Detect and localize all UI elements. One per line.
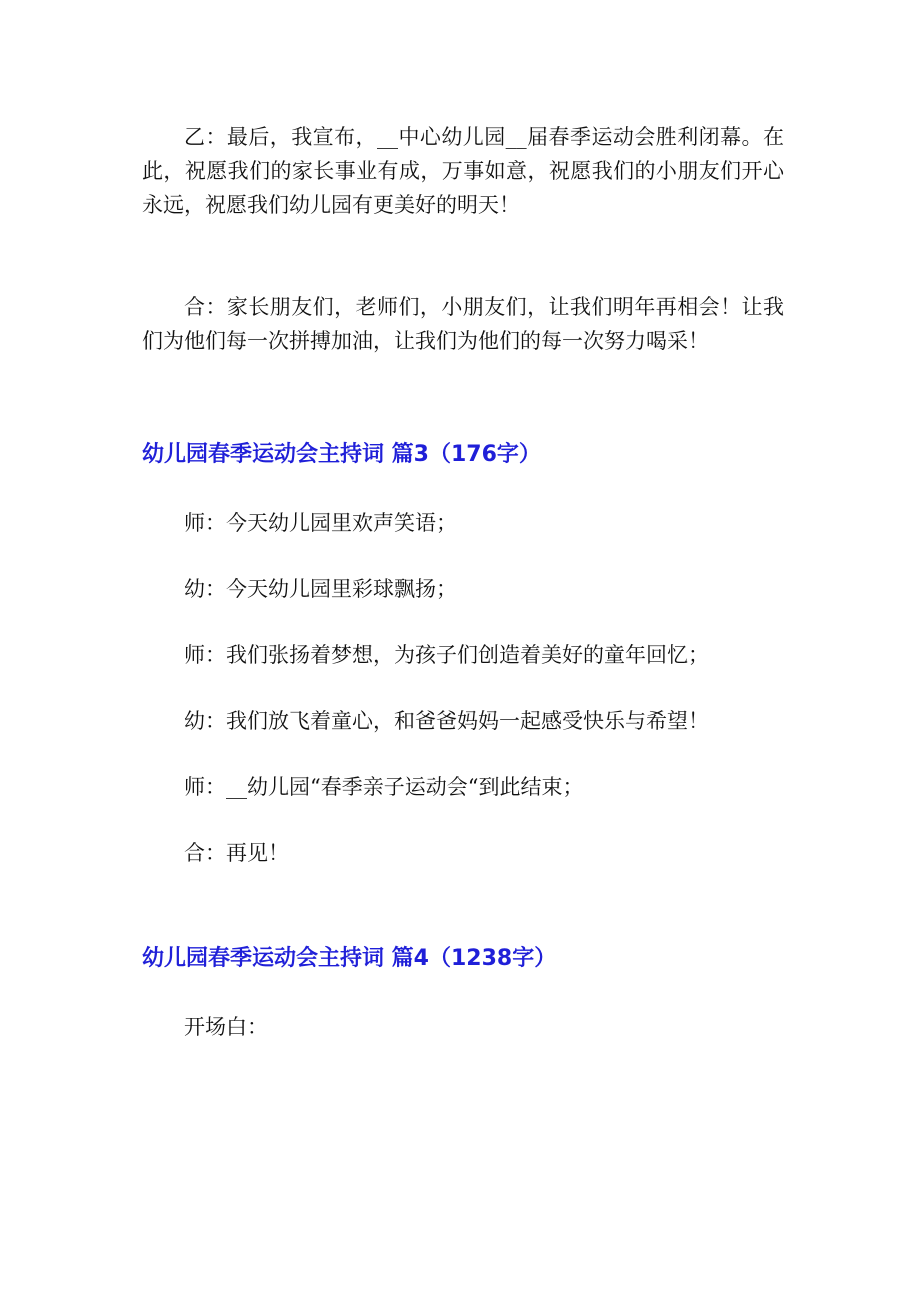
paragraph-closing-announcement: 乙：最后，我宣布，__中心幼儿园__届春季运动会胜利闭幕。在此，祝愿我们的家长事业有成，万事如意，祝愿我们的小朋友们开心永远，祝愿我们幼儿园有更美好的明天！ [142, 125, 784, 217]
dialogue-line: 师：我们张扬着梦想，为孩子们创造着美好的童年回忆； [184, 643, 709, 667]
dialogue-line: 合：再见！ [184, 841, 289, 865]
section-heading-4: 幼儿园春季运动会主持词 篇4（1238字） [142, 946, 557, 971]
dialogue-line: 师：__幼儿园“春季亲子运动会“到此结束； [184, 775, 584, 799]
opening-line: 开场白： [184, 1015, 268, 1039]
paragraph-closing-together: 合：家长朋友们，老师们，小朋友们，让我们明年再相会！让我们为他们每一次拼搏加油，让我们为他们的每一次努力喝采！ [142, 295, 784, 353]
dialogue-line: 师：今天幼儿园里欢声笑语； [184, 511, 457, 535]
dialogue-line: 幼：今天幼儿园里彩球飘扬； [184, 577, 457, 601]
section-heading-3: 幼儿园春季运动会主持词 篇3（176字） [142, 442, 541, 467]
dialogue-line: 幼：我们放飞着童心，和爸爸妈妈一起感受快乐与希望！ [184, 709, 709, 733]
